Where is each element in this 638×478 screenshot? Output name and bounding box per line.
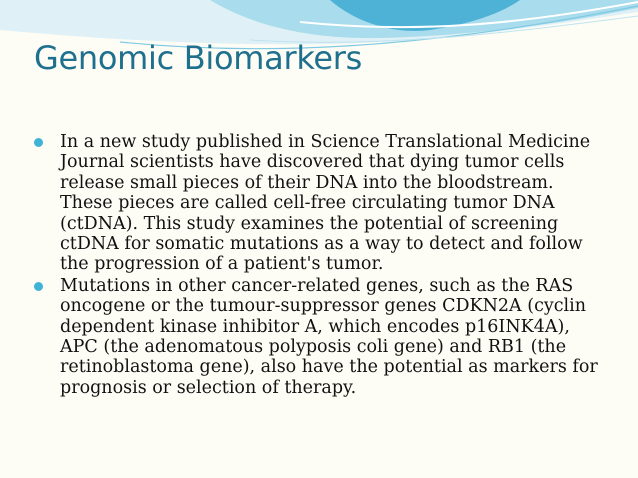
- bullet-dot-icon: [34, 282, 43, 291]
- bullet-text: Mutations in other cancer-related genes, such as the RAS oncogene or the tumour-suppressor genes CDKN2A (cyclin dependent kinase inhibitor A, which encodes p16INK4A), APC (the adenomatous polyposis coli gene) and RB1 (the retinoblastoma gene), also have the potential as markers for prognosis or selection of therapy.: [60, 275, 598, 398]
- bullet-text: In a new study published in Science Translational Medicine Journal scientists have discovered that dying tumor cells release small pieces of their DNA into the bloodstream. These pieces are called cell-free circulating tumor DNA (ctDNA). This study examines the potential of screening ctDNA for somatic mutations as a way to detect and follow the progression of a patient's tumor.: [60, 132, 591, 275]
- bullet-item: [32, 276, 607, 398]
- bullet-dot-icon: [34, 138, 43, 147]
- bullet-item: [32, 132, 607, 275]
- slide-title: Genomic Biomarkers: [34, 39, 363, 77]
- bullet-list: [32, 132, 607, 399]
